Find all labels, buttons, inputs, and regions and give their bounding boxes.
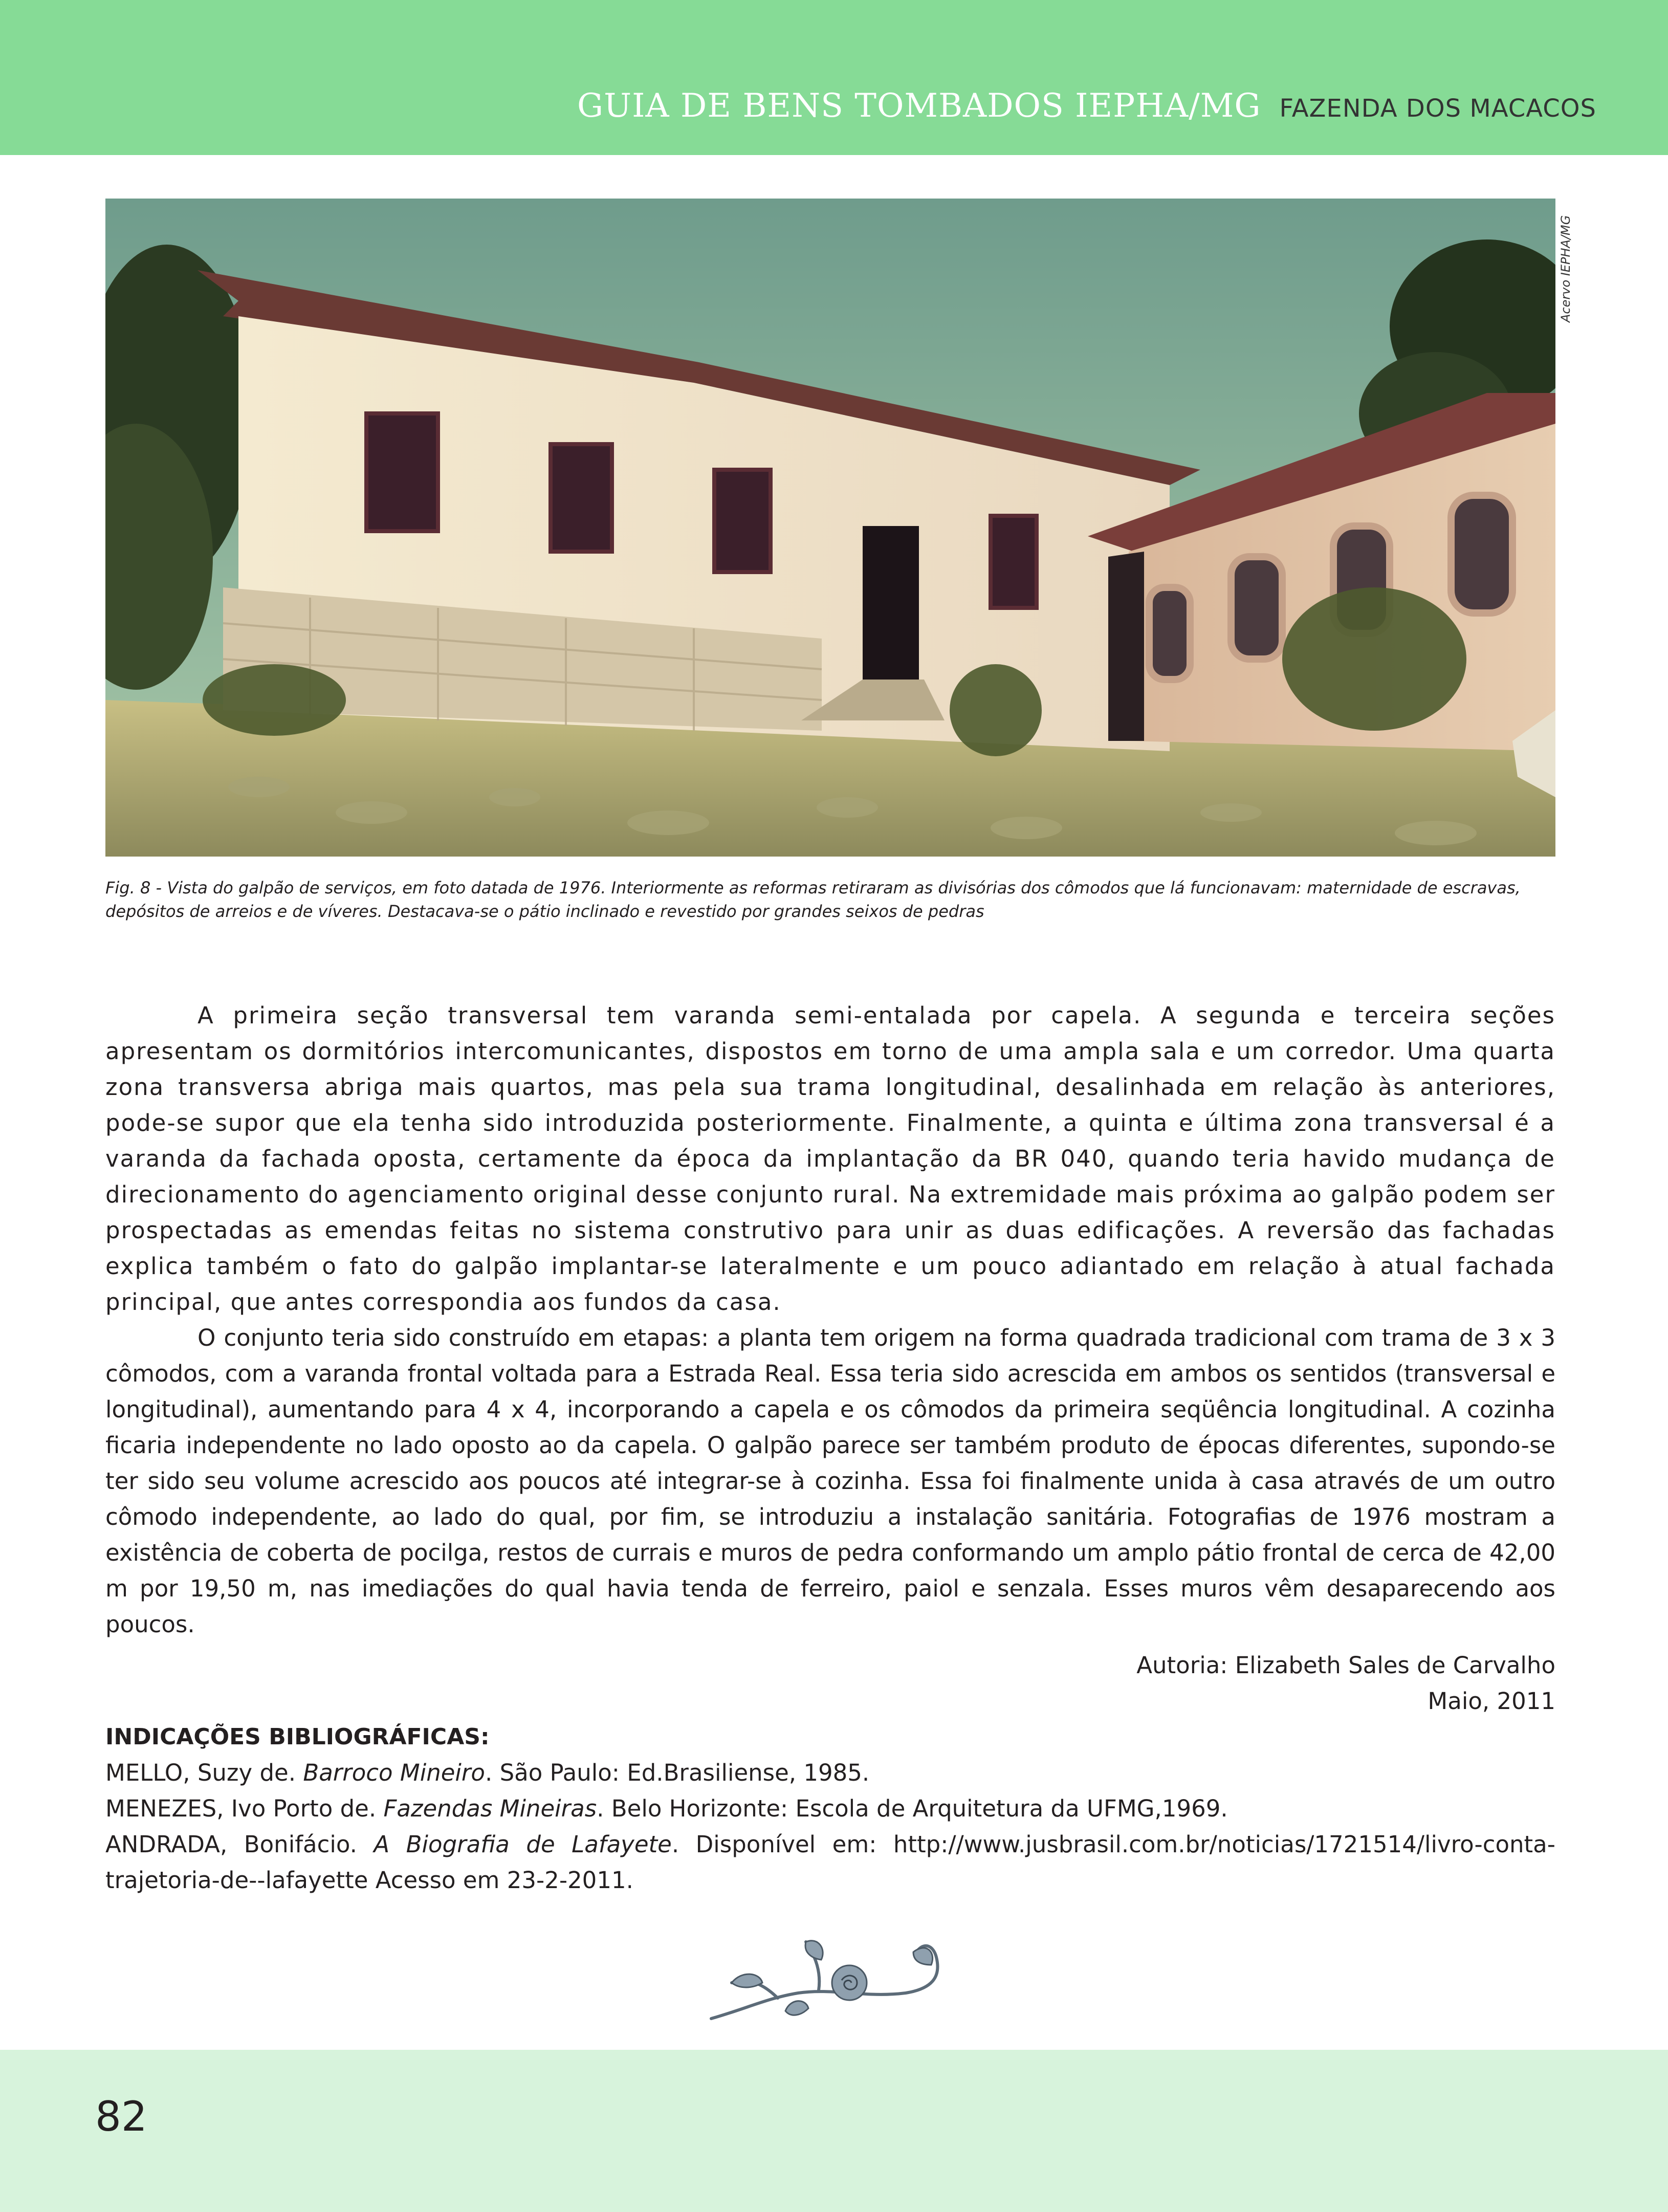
page-number: 82 [95, 2093, 147, 2140]
photo-credit: Acervo IEPHA/MG [1559, 215, 1573, 322]
bibliography-entry [105, 1755, 1555, 1791]
bibliography-entry [105, 1791, 1555, 1827]
farm-photo [105, 199, 1555, 857]
bibliography [105, 1719, 1555, 1898]
date-line: Maio, 2011 [1428, 1688, 1555, 1715]
place-title: FAZENDA DOS MACACOS [1279, 94, 1596, 123]
running-header [577, 87, 1596, 125]
galpao-door [863, 526, 919, 690]
entry-publication: . Disponível em: http://www.jusbrasil.com.br/noticias/1721514/livro-conta-trajetoria-de--lafayette Acesso em 23-2-2011. [105, 1831, 1555, 1894]
guide-title: GUIA DE BENS TOMBADOS IEPHA/MG [577, 87, 1261, 125]
entry-author: ANDRADA, Bonifácio. [105, 1831, 374, 1858]
bibliography-heading: INDICAÇÕES BIBLIOGRÁFICAS: [105, 1724, 490, 1750]
body-text [105, 998, 1555, 1642]
entry-title: A Biografia de Lafayete [374, 1831, 672, 1858]
footer-band [0, 2050, 1668, 2212]
entry-publication: . Belo Horizonte: Escola de Arquitetura da UFMG,1969. [597, 1795, 1228, 1822]
entry-publication: . São Paulo: Ed.Brasiliense, 1985. [485, 1759, 870, 1786]
bibliography-entry [105, 1827, 1555, 1898]
body-paragraph: A primeira seção transversal tem varanda semi-entalada por capela. A segunda e terceira seções apresentam os dormitórios intercomunicantes, dispostos em torno de uma ampla sala e um corredor. Uma quarta zona transversa abriga mais quartos, mas pela sua trama longitudinal, desalinhada em relação às anteriores, pode-se supor que ela tenha sido introduzida posteriormente. Finalmente, a quinta e última zona transversal é a varanda da fachada oposta, certamente da época da implantação da BR 040, quando teria havido mudança de direcionamento do agenciamento original desse conjunto rural. Na extremidade mais próxima ao galpão podem ser prospectadas as emendas feitas no sistema construtivo para unir as duas edificações. A reversão das fachadas explica também o fato do galpão implantar-se lateralmente e um pouco adiantado em relação à atual fachada principal, que antes correspondia aos fundos da casa. [105, 1002, 1555, 1316]
entry-title: Fazendas Mineiras [383, 1795, 597, 1822]
figure-caption: Fig. 8 - Vista do galpão de serviços, em foto datada de 1976. Interiormente as reformas retiraram as divisórias dos cômodos que lá funcionavam: maternidade de escravas, depósitos de arreios e de víveres. Destacava-se o pátio inclinado e revestido por grandes seixos de pedras [105, 878, 1521, 921]
header-band [0, 0, 1668, 155]
author-line: Autoria: Elizabeth Sales de Carvalho [1136, 1652, 1555, 1679]
rose-ornament-icon [701, 1921, 952, 2034]
entry-title: Barroco Mineiro [303, 1759, 485, 1786]
entry-author: MENEZES, Ivo Porto de. [105, 1795, 384, 1822]
authorship [1136, 1648, 1555, 1719]
entry-author: MELLO, Suzy de. [105, 1759, 303, 1786]
body-paragraph: O conjunto teria sido construído em etapas: a planta tem origem na forma quadrada tradicional com trama de 3 x 3 cômodos, com a varanda frontal voltada para a Estrada Real. Essa teria sido acrescida em ambos os sentidos (transversal e longitudinal), aumentando para 4 x 4, incorporando a capela e os cômodos da primeira seqüência longitudinal. A cozinha ficaria independente no lado oposto ao da capela. O galpão parece ser também produto de épocas diferentes, supondo-se ter sido seu volume acrescido aos poucos até integrar-se à cozinha. Essa foi finalmente unida à casa através de um outro cômodo independente, ao lado do qual, por fim, se introduziu a instalação sanitária. Fotografias de 1976 mostram a existência de coberta de pocilga, restos de currais e muros de pedra conformando um amplo pátio frontal de cerca de 42,00 m por 19,50 m, nas imediações do qual havia tenda de ferreiro, paiol e senzala. Esses muros vêm desaparecendo aos poucos. [105, 1324, 1555, 1638]
